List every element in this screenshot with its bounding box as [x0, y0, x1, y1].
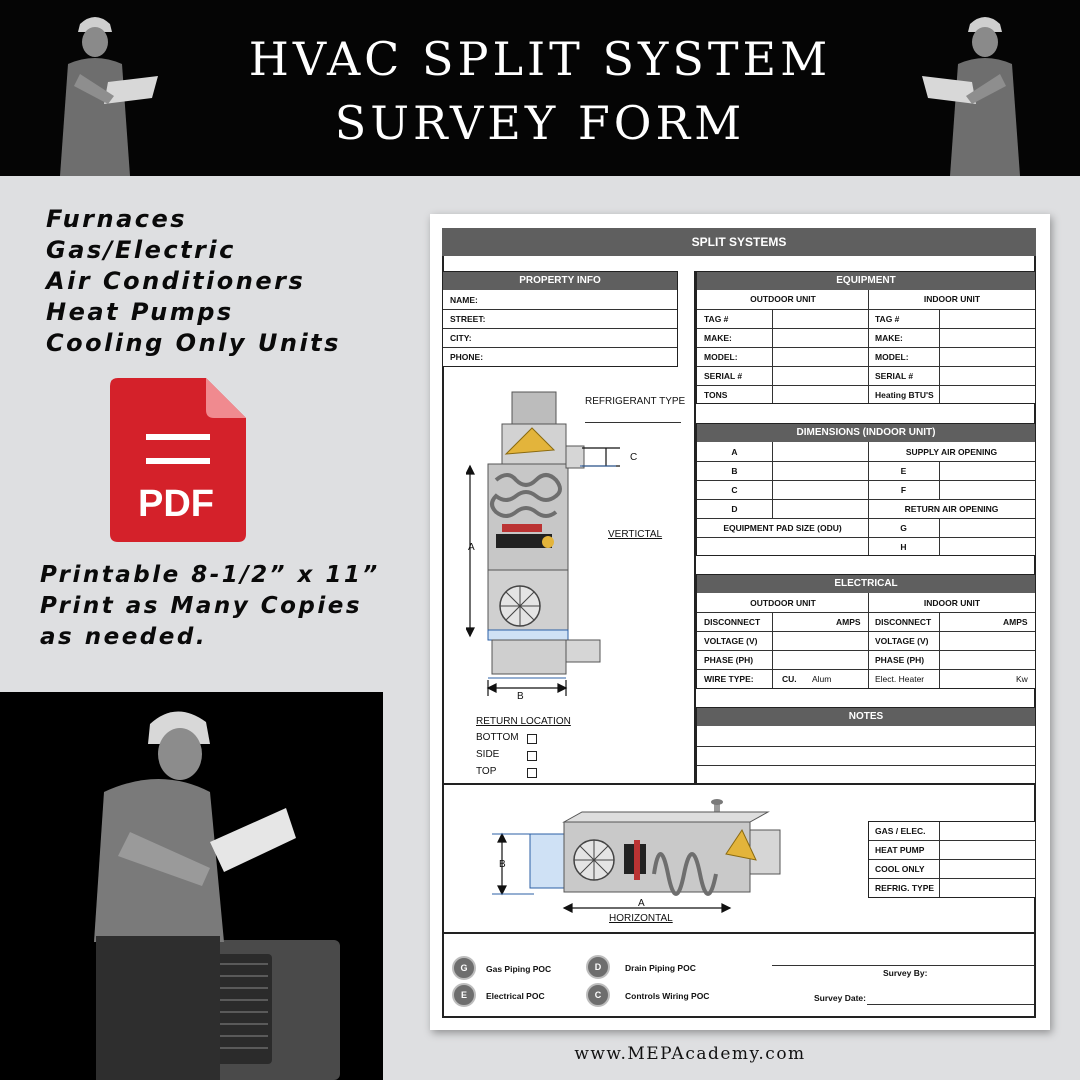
website-url[interactable]: www.MEPAcademy.com [574, 1044, 806, 1064]
inspector-silhouette-left-icon [20, 4, 170, 176]
equipment-indoor-make-label: MAKE: [875, 333, 903, 343]
unit-type-refrig-type: REFRIG. TYPE [875, 883, 935, 893]
row-line [697, 480, 1035, 481]
legend-electrical-icon: E [452, 983, 476, 1007]
property-street-label: STREET: [450, 314, 486, 324]
dim-b-label: B [517, 691, 524, 702]
wire-alum-label: Alum [812, 674, 832, 684]
elec-heater-kw-label: Kw [1016, 674, 1028, 684]
dimensions-heading: DIMENSIONS (INDOOR UNIT) [697, 424, 1035, 442]
return-bottom-checkbox[interactable] [527, 734, 537, 744]
pdf-label: PDF [138, 483, 214, 525]
elec-outdoor-wire-type-label: WIRE TYPE: [704, 674, 754, 684]
row-line [443, 309, 677, 310]
row-line [697, 347, 1035, 348]
survey-date-line [867, 1004, 1034, 1005]
row-line [443, 328, 677, 329]
horizontal-label: HORIZONTAL [609, 913, 673, 924]
feature-item: Furnaces [46, 205, 188, 233]
col-line [939, 612, 940, 688]
row-line [869, 840, 1035, 841]
legend-drain-piping-icon: D [586, 955, 610, 979]
electrical-heading: ELECTRICAL [697, 575, 1035, 593]
col-line [868, 442, 869, 555]
refrigerant-type-label: REFRIGERANT TYPE [585, 396, 686, 407]
row-line [697, 537, 1035, 538]
row-line [697, 499, 1035, 500]
return-air-opening-label: RETURN AIR OPENING [904, 504, 999, 514]
row-line [697, 461, 1035, 462]
elec-indoor-disconnect-label: DISCONNECT [875, 617, 932, 627]
banner-title-line-2: SURVEY FORM [334, 96, 746, 150]
row-line [697, 612, 1035, 613]
col-line [868, 290, 869, 403]
elec-indoor-heater-label: Elect. Heater [875, 674, 925, 684]
elec-indoor-amps-label: AMPS [1003, 617, 1028, 627]
dim-c-label: C [630, 452, 638, 463]
equipment-outdoor-serial-label: SERIAL # [704, 371, 743, 381]
dim-row-d: D [731, 504, 738, 514]
equipment-outdoor-make-label: MAKE: [704, 333, 732, 343]
row-line [697, 309, 1035, 310]
notes-line [697, 765, 1035, 766]
printable-line: as needed. [40, 624, 208, 650]
elec-indoor-voltage-label: VOLTAGE (V) [875, 636, 929, 646]
col-line [772, 612, 773, 688]
feature-item: Air Conditioners [46, 267, 306, 295]
survey-form-sheet [430, 214, 1050, 1030]
section-divider [442, 932, 1036, 934]
legend-controls-wiring-icon: C [586, 983, 610, 1007]
row-line [697, 650, 1035, 651]
return-top-checkbox[interactable] [527, 768, 537, 778]
elec-outdoor-voltage-label: VOLTAGE (V) [704, 636, 758, 646]
row-line [697, 518, 1035, 519]
row-line [869, 878, 1035, 879]
supply-air-opening-label: SUPPLY AIR OPENING [905, 447, 998, 457]
feature-list [46, 204, 341, 359]
wire-cu-label: CU. [782, 674, 797, 684]
equipment-indoor-model-label: MODEL: [875, 352, 909, 362]
return-side-checkbox[interactable] [527, 751, 537, 761]
equipment-indoor-heating-btu-label: Heating BTU'S [875, 390, 934, 400]
form-title: SPLIT SYSTEMS [442, 228, 1036, 256]
pdf-file-icon [110, 378, 246, 542]
col-line [939, 309, 940, 403]
equipment-indoor-unit-heading: INDOOR UNIT [923, 294, 981, 304]
banner [0, 0, 1080, 176]
dim-row-h: H [900, 542, 907, 552]
feature-item: Heat Pumps [46, 298, 234, 326]
refrigerant-type-line [585, 422, 681, 423]
property-info-heading: PROPERTY INFO [443, 272, 677, 290]
banner-title-line-1: HVAC SPLIT SYSTEM [248, 32, 832, 86]
return-bottom-label: BOTTOM [476, 732, 519, 743]
feature-item: Gas/Electric [46, 236, 236, 264]
dim-a-label: A [468, 542, 475, 553]
col-line [939, 518, 940, 556]
col-line [772, 442, 773, 518]
equipment-outdoor-model-label: MODEL: [704, 352, 738, 362]
feature-item: Cooling Only Units [46, 329, 341, 357]
technician-photo [0, 692, 383, 1080]
electrical-indoor-unit-heading: INDOOR UNIT [923, 598, 981, 608]
row-line [697, 631, 1035, 632]
row-line [697, 385, 1035, 386]
notes-line [697, 746, 1035, 747]
equipment-pad-size-label: EQUIPMENT PAD SIZE (ODU) [723, 523, 842, 533]
equipment-outdoor-unit-heading: OUTDOOR UNIT [750, 294, 816, 304]
dim-row-f: F [900, 485, 907, 495]
horizontal-dim-b-label: B [499, 859, 506, 870]
horizontal-furnace-diagram [484, 794, 814, 924]
survey-by-label: Survey By: [883, 968, 928, 978]
notes-heading: NOTES [697, 708, 1035, 726]
property-phone-label: PHONE: [450, 352, 484, 362]
unit-type-cool-only: COOL ONLY [875, 864, 925, 874]
col-line [939, 461, 940, 499]
row-line [697, 328, 1035, 329]
equipment-outdoor-tag-label: TAG # [704, 314, 729, 324]
printable-line: Printable 8-1/2” x 11” [40, 562, 380, 588]
row-line [697, 366, 1035, 367]
printable-note [40, 560, 380, 653]
return-side-label: SIDE [476, 749, 500, 760]
row-line [443, 347, 677, 348]
elec-outdoor-disconnect-label: DISCONNECT [704, 617, 761, 627]
equipment-indoor-tag-label: TAG # [875, 314, 900, 324]
legend-electrical-label: Electrical POC [486, 991, 545, 1001]
equipment-outdoor-tons-label: TONS [704, 390, 728, 400]
return-top-label: TOP [476, 766, 497, 777]
return-location-label: RETURN LOCATION [476, 716, 571, 727]
col-line [939, 822, 940, 897]
dim-row-b: B [731, 466, 738, 476]
electrical-outdoor-unit-heading: OUTDOOR UNIT [750, 598, 816, 608]
row-line [697, 669, 1035, 670]
elec-outdoor-phase-label: PHASE (PH) [704, 655, 754, 665]
survey-date-label: Survey Date: [814, 993, 866, 1003]
property-city-label: CITY: [450, 333, 472, 343]
equipment-indoor-serial-label: SERIAL # [875, 371, 914, 381]
survey-by-line [772, 965, 1034, 966]
elec-indoor-phase-label: PHASE (PH) [875, 655, 925, 665]
dim-row-g: G [900, 523, 907, 533]
legend-controls-wiring-label: Controls Wiring POC [625, 991, 710, 1001]
inspector-silhouette-right-icon [910, 4, 1060, 176]
vertical-label: VERTICTAL [608, 529, 663, 540]
unit-type-gas-elec: GAS / ELEC. [875, 826, 926, 836]
col-line [772, 309, 773, 403]
legend-gas-piping-icon: G [452, 956, 476, 980]
col-line [868, 593, 869, 688]
dim-row-e: E [900, 466, 907, 476]
printable-line: Print as Many Copies [40, 593, 363, 619]
dim-row-a: A [731, 447, 738, 457]
legend-drain-piping-label: Drain Piping POC [625, 963, 696, 973]
horizontal-dim-a-label: A [638, 898, 645, 909]
property-name-label: NAME: [450, 295, 478, 305]
vertical-furnace-diagram [466, 384, 666, 714]
row-line [869, 859, 1035, 860]
unit-type-heat-pump: HEAT PUMP [875, 845, 925, 855]
dim-row-c: C [731, 485, 738, 495]
legend-gas-piping-label: Gas Piping POC [486, 964, 552, 974]
equipment-heading: EQUIPMENT [697, 272, 1035, 290]
elec-outdoor-amps-label: AMPS [836, 617, 861, 627]
